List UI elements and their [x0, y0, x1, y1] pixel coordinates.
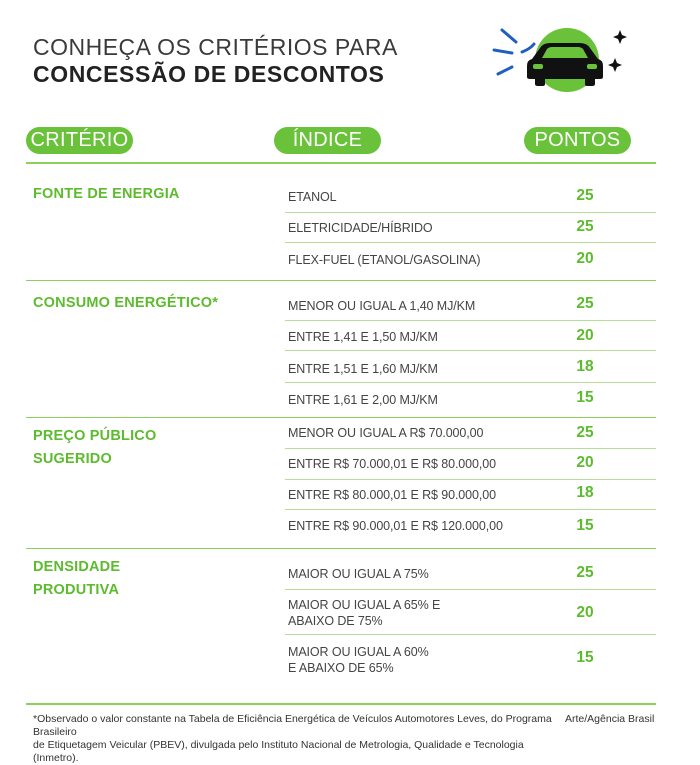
pontos-cell: 20: [576, 454, 594, 471]
row-divider: [285, 479, 656, 480]
pontos-cell: 25: [576, 295, 594, 312]
indice-cell: ENTRE R$ 90.000,01 E R$ 120.000,00: [288, 519, 503, 533]
pontos-cell: 15: [576, 517, 594, 534]
row-divider: [285, 212, 656, 213]
group-divider: [26, 280, 656, 281]
credit: Arte/Agência Brasil: [565, 713, 655, 725]
title-line-1: CONHEÇA OS CRITÉRIOS PARA: [33, 34, 398, 60]
pontos-cell: 18: [576, 484, 594, 501]
pontos-cell: 15: [576, 389, 594, 406]
row-divider: [285, 634, 656, 635]
group-divider: [26, 548, 656, 549]
criterio-preco-publico-sugerido: PREÇO PÚBLICO SUGERIDO: [33, 428, 157, 467]
row-divider: [285, 509, 656, 510]
indice-cell: MAIOR OU IGUAL A 65% E ABAIXO DE 75%: [288, 598, 441, 628]
indice-cell: ELETRICIDADE/HÍBRIDO: [288, 221, 433, 235]
header-divider: [26, 162, 656, 164]
indice-cell: MAIOR OU IGUAL A 75%: [288, 567, 429, 581]
pontos-cell: 20: [576, 250, 594, 267]
column-header-indice: ÍNDICE: [274, 127, 381, 154]
pontos-cell: 25: [576, 564, 594, 581]
row-divider: [285, 350, 656, 351]
pontos-cell: 25: [576, 218, 594, 235]
group-divider: [26, 417, 656, 418]
indice-cell: MAIOR OU IGUAL A 60% E ABAIXO DE 65%: [288, 645, 429, 675]
footnote: *Observado o valor constante na Tabela de Eficiência Energética de Veículos Automotores Leves, do Programa Brasileiro de Etiquetagem Veicular (PBEV), divulgada pelo Instituto Nacional de Metrologia, Qualidade e Tecnologia (Inmetro).: [33, 713, 552, 764]
pontos-cell: 25: [576, 187, 594, 204]
row-divider: [285, 448, 656, 449]
row-divider: [285, 589, 656, 590]
indice-cell: ETANOL: [288, 190, 337, 204]
indice-cell: ENTRE 1,51 E 1,60 MJ/KM: [288, 362, 438, 376]
criterio-densidade-produtiva: DENSIDADE PRODUTIVA: [33, 559, 121, 598]
row-divider: [285, 382, 656, 383]
pontos-cell: 15: [576, 649, 594, 666]
criterio-consumo-energetico: CONSUMO ENERGÉTICO*: [33, 295, 219, 311]
column-header-pontos: PONTOS: [524, 127, 631, 154]
indice-cell: ENTRE 1,41 E 1,50 MJ/KM: [288, 330, 438, 344]
indice-cell: FLEX-FUEL (ETANOL/GASOLINA): [288, 253, 481, 267]
row-divider: [285, 242, 656, 243]
row-divider: [285, 320, 656, 321]
car-icon: [488, 22, 633, 97]
pontos-cell: 20: [576, 327, 594, 344]
indice-cell: MENOR OU IGUAL A 1,40 MJ/KM: [288, 299, 476, 313]
indice-cell: ENTRE R$ 70.000,01 E R$ 80.000,00: [288, 457, 496, 471]
indice-cell: ENTRE 1,61 E 2,00 MJ/KM: [288, 393, 438, 407]
title-line-2: CONCESSÃO DE DESCONTOS: [33, 61, 385, 87]
criterio-fonte-de-energia: FONTE DE ENERGIA: [33, 186, 180, 202]
pontos-cell: 25: [576, 424, 594, 441]
pontos-cell: 20: [576, 604, 594, 621]
pontos-cell: 18: [576, 358, 594, 375]
footer-divider: [26, 703, 656, 705]
indice-cell: ENTRE R$ 80.000,01 E R$ 90.000,00: [288, 488, 496, 502]
column-header-criterio: CRITÉRIO: [26, 127, 133, 154]
indice-cell: MENOR OU IGUAL A R$ 70.000,00: [288, 426, 484, 440]
